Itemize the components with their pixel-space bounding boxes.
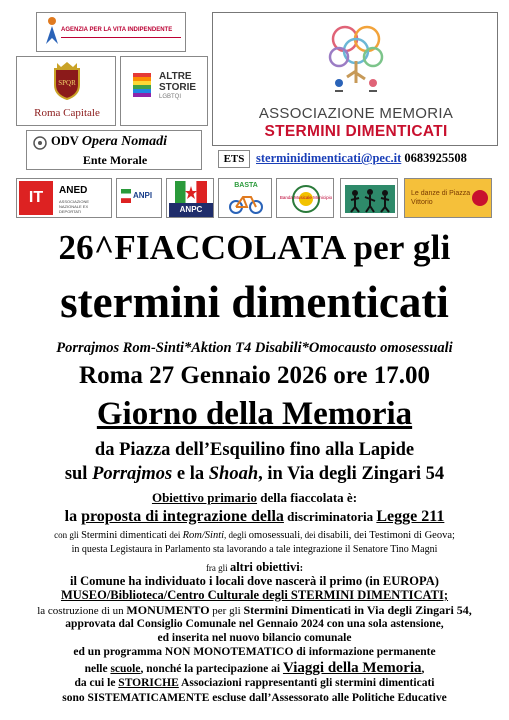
- comune-line: il Comune ha individuato i locali dove nascerà il primo (in EUROPA): [70, 574, 439, 588]
- fra-gli-line: fra gli altri obiettivi:: [205, 560, 304, 574]
- nelle-scuole-line: nelle scuole, nonché la partecipazione ai Viaggi della Memoria,: [84, 660, 425, 676]
- tree-people-icon: [325, 21, 387, 93]
- opera-nomadi-sub: Ente Morale: [82, 153, 148, 167]
- agency-text: AGENZIA PER LA VITA INDIPENDENTE: [61, 27, 173, 33]
- storiche-line: da cui le STORICHE Associazioni rappresentanti gli stermini dimenticati: [74, 677, 435, 689]
- monumento-line: la costruzione di un MONUMENTO per gli Stermini Dimenticati in Via degli Zingari 54,: [37, 603, 472, 617]
- dancers-logo: [340, 178, 398, 218]
- event-date: Roma 27 Gennaio 2026 ore 17.00: [79, 362, 430, 389]
- anpc-logo: [166, 178, 214, 218]
- route-line2: sul Porrajmos e la Shoah, in Via degli Zingari 54: [64, 464, 445, 484]
- agency-person-icon: [43, 16, 61, 46]
- banda-text: Banda Musicale Municipio: [279, 195, 333, 200]
- aned-sub: ASSOCIAZIONE NAZIONALE EX DEPORTATI: [59, 199, 90, 214]
- title-line1: 26^FIACCOLATA per gli: [58, 228, 451, 267]
- inserita-line: ed inserita nel nuovo bilancio comunale: [157, 632, 352, 644]
- approvata-line: approvata dal Consiglio Comunale nel Gennaio 2024 con una sola astensione,: [65, 618, 444, 630]
- opera-nomadi-icon: [33, 136, 47, 150]
- opera-nomadi-logo: [26, 130, 202, 170]
- programma-line: ed un programma NON MONOTEMATICO di informazione permanente: [73, 646, 436, 658]
- aned-text: ANED: [59, 185, 88, 196]
- it-badge: IT: [19, 181, 53, 215]
- giorno-memoria: Giorno della Memoria: [96, 396, 413, 432]
- assoc-line1: ASSOCIAZIONE MEMORIA: [258, 105, 454, 122]
- anpc-flag-icon: [175, 181, 207, 203]
- phone-number: 0683925508: [404, 151, 467, 165]
- proposta-line: la proposta di integrazione della discriminatoria Legge 211: [64, 508, 445, 525]
- rainbow-book-icon: [133, 73, 151, 97]
- le-danze-emblem-icon: [471, 189, 489, 207]
- ets-badge: ETS: [218, 150, 250, 168]
- anpi-text: ANPI: [133, 191, 153, 200]
- aned-logo: [16, 178, 112, 218]
- assoc-line2: STERMINI DIMENTICATI: [264, 123, 448, 140]
- dancers-icon: [345, 185, 395, 213]
- anpi-logo: [116, 178, 162, 218]
- con-gli-line: con gli Stermini dimenticati dei Rom/Sinti, degli omosessuali, dei disabili, dei Testimoni di Geova;: [54, 530, 455, 541]
- sistematicamente-line: sono SISTEMATICAMENTE escluse dall’Assessorato alle Politiche Educative: [62, 692, 447, 704]
- subtitle: Porrajmos Rom-Sinti*Aktion T4 Disabili*Omocausto omosessuali: [56, 340, 453, 356]
- roma-capitale-logo: [16, 56, 116, 126]
- anpi-flag-icon: [121, 189, 131, 203]
- altre-storie-logo: [120, 56, 208, 126]
- opera-nomadi-name: Opera Nomadi: [81, 134, 168, 149]
- banda-logo: [276, 178, 334, 218]
- altre-storie-line2: STORIE: [159, 82, 197, 93]
- roma-capitale-text: Roma Capitale: [34, 107, 100, 119]
- le-danze-logo: [404, 178, 492, 218]
- email-link[interactable]: sterminidimenticati@pec.it: [256, 151, 402, 165]
- legislatura-line: in questa Legistaura in Parlamento sta lavorando a tale integrazione il Senatore Tino Magni: [71, 544, 438, 555]
- route-line1: da Piazza dell’Esquilino fino alla Lapide: [94, 440, 415, 460]
- altre-storie-line1: ALTRE: [159, 71, 192, 82]
- le-danze-text: Le danze di Piazza Vittorio: [411, 190, 471, 206]
- svg-text:SPQR: SPQR: [58, 79, 76, 87]
- associazione-memoria-logo: [212, 12, 498, 146]
- museo-line: MUSEO/Biblioteca/Centro Culturale degli STERMINI DIMENTICATI;: [60, 588, 449, 602]
- anpc-text: ANPC: [169, 203, 213, 217]
- altre-storie-line3: LGBTQI: [159, 94, 182, 100]
- obiettivo-line: Obiettivo primario della fiaccolata è:: [151, 490, 358, 505]
- agency-logo: [36, 12, 186, 52]
- spqr-shield-icon: [51, 61, 83, 101]
- opera-nomadi-prefix: ODV: [51, 134, 79, 148]
- bike-logo: [218, 178, 272, 218]
- title-line2: stermini dimenticati: [60, 277, 449, 327]
- bicycle-icon: [229, 193, 263, 215]
- bike-logo-text: BASTA: [234, 182, 258, 189]
